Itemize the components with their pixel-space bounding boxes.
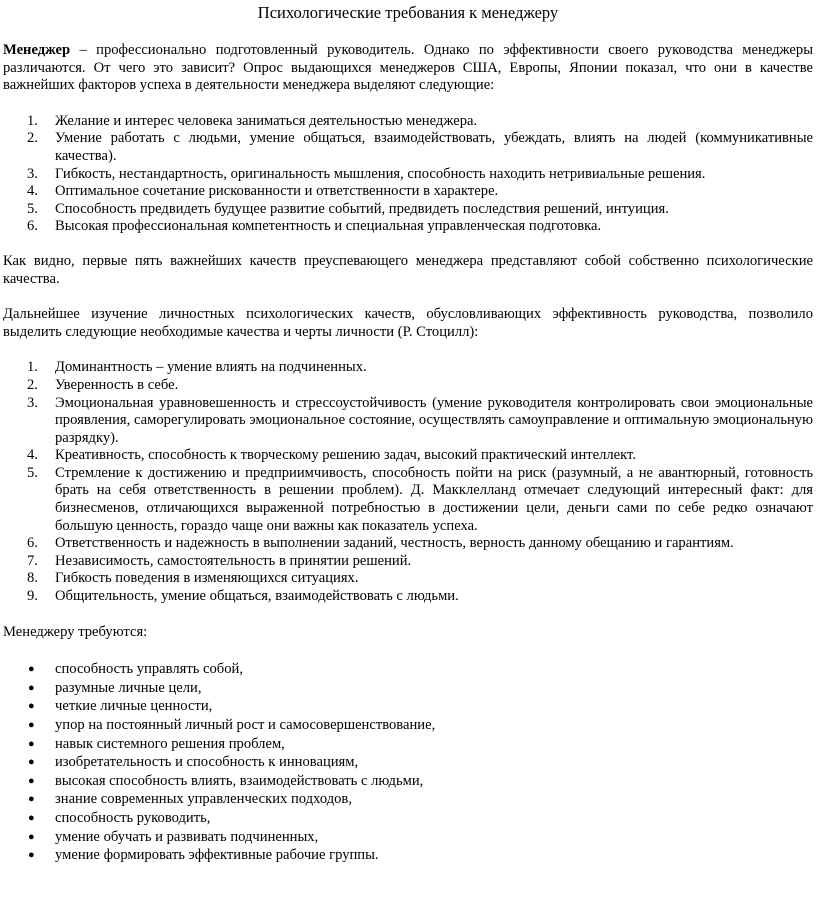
list-item-number: 1. [27,112,38,129]
requirement-text: умение формировать эффективные рабочие группы. [55,847,379,864]
list-item-number: 7. [27,552,38,569]
personal-qualities-list [3,359,813,605]
requirement-item [3,829,813,847]
list-item-number: 3. [27,394,38,411]
list-item-text: Способность предвидеть будущее развитие событий, предвидеть последствия решений, интуиция. [55,200,669,217]
list-item-text: Доминантность – умение влиять на подчиненных. [55,359,367,376]
list-item-text: Уверенность в себе. [55,376,179,393]
bullet-icon: ● [28,700,35,713]
list-item-number: 4. [27,447,38,464]
intro-text: – профессионально подготовленный руководитель. Однако по эффективности своего руководства менеджеры различаются. От чего это зависит? Опрос выдающихся менеджеров США, Европы, Японии показал, что они в качестве важнейших факторов успеха в деятельности менеджера выделяют следующие: [3,42,813,94]
bullet-icon: ● [28,849,35,862]
list-item-number: 1. [27,359,38,376]
bullet-icon: ● [28,737,35,750]
personal-quality-item [3,570,813,588]
personal-quality-item [3,465,813,535]
list-item-number: 2. [27,130,38,147]
list-item-number: 5. [27,464,38,481]
requirement-item [3,661,813,679]
list-item-number: 4. [27,183,38,200]
list-item-number: 9. [27,588,38,605]
list-item-text: Высокая профессиональная компетентность и специальная управленческая подготовка. [55,218,602,235]
bullet-icon: ● [28,774,35,787]
bullet-icon: ● [28,793,35,806]
list-item-text: Гибкость поведения в изменяющихся ситуациях. [55,570,359,587]
document-page [3,0,813,866]
list-item-text: Гибкость, нестандартность, оригинальность мышления, способность находить нетривиальные решения. [55,165,706,182]
requirement-item [3,698,813,716]
requirement-text: умение обучать и развивать подчиненных, [55,828,319,845]
requirement-text: изобретательность и способность к инновациям, [55,754,359,771]
list-item-text: Независимость, самостоятельность в принятии решений. [55,552,412,569]
requirement-item [3,847,813,865]
personal-quality-item [3,447,813,465]
requirement-text: разумные личные цели, [55,679,202,696]
success-factors-list [3,113,813,236]
list-item-text: Стремление к достижению и предприимчивость, способность пойти на риск (разумный, а не авантюрный, готовность брать на себя ответственность в решении проблем). Д. Макклелланд отмечает следующий интересный факт: для бизнесменов, отличающихся выраженной потребностью в достижении цели, деньги сами по себе редко означают большую ценность, гораздо чаще они важны как показатель успеха. [55,464,813,534]
success-factor-item [3,201,813,219]
requirement-item [3,773,813,791]
list-item-number: 8. [27,570,38,587]
page-title: Психологические требования к менеджеру [257,3,559,22]
success-factor-item [3,113,813,131]
personal-quality-item [3,359,813,377]
success-factor-item [3,218,813,236]
requirement-item [3,736,813,754]
requirement-text: способность руководить, [55,809,211,826]
paragraph-psychological: Как видно, первые пять важнейших качеств преуспевающего менеджера представляют собой собственно психологические качества. [3,252,813,287]
requirement-text: упор на постоянный личный рост и самосовершенствование, [55,717,436,733]
success-factor-item [3,130,813,165]
intro-term: Менеджер [3,42,71,58]
requirement-item [3,810,813,828]
requirement-text: четкие личные ценности, [55,698,213,715]
list-item-text: Общительность, умение общаться, взаимодействовать с людьми. [55,588,459,605]
intro-paragraph [3,42,813,95]
list-item-text: Оптимальное сочетание рискованности и ответственности в характере. [55,183,499,200]
bullet-icon: ● [28,663,35,676]
bullet-icon: ● [28,719,35,731]
list-item-text: Ответственность и надежность в выполнении заданий, честность, верность данному обещанию и гарантиям. [55,535,734,552]
list-item-number: 3. [27,165,38,182]
paragraph-stogdill: Дальнейшее изучение личностных психологических качеств, обусловливающих эффективность руководства, позволило выделить следующие необходимые качества и черты личности (Р. Стоцилл): [3,306,813,340]
bullet-icon: ● [28,811,35,824]
requirement-item [3,754,813,772]
requirement-item [3,791,813,809]
personal-quality-item [3,553,813,571]
personal-quality-item [3,588,813,606]
list-item-number: 5. [27,200,38,217]
list-item-number: 6. [27,218,38,235]
requirement-item [3,680,813,698]
paragraph-requirements: Менеджеру требуются: [3,623,148,640]
requirement-text: навык системного решения проблем, [55,735,285,752]
list-item-number: 2. [27,376,38,393]
requirement-text: знание современных управленческих подходов, [55,791,352,808]
requirement-text: способность управлять собой, [55,661,243,678]
requirement-text: высокая способность влиять, взаимодействовать с людьми, [55,772,424,789]
list-item-text: Эмоциональная уравновешенность и стрессоустойчивость (умение руководителя контролировать свои эмоциональные проявления, саморегулировать эмоциональное состояние, осуществлять самоуправление и оптимальную эмоциональную разрядку). [55,394,813,446]
list-item-text: Желание и интерес человека заниматься деятельностью менеджера. [55,112,478,129]
bullet-icon: ● [28,756,35,769]
bullet-icon: ● [28,681,35,694]
list-item-text: Умение работать с людьми, умение общаться, взаимодействовать, убеждать, влиять на людей (коммуникативные качества). [55,130,813,164]
personal-quality-item [3,395,813,448]
success-factor-item [3,166,813,184]
personal-quality-item [3,535,813,553]
requirement-item [3,717,813,735]
list-item-number: 6. [27,535,38,552]
personal-quality-item [3,377,813,395]
list-item-text: Креативность, способность к творческому решению задач, высокий практический интеллект. [55,447,636,464]
success-factor-item [3,183,813,201]
requirements-list [3,661,813,865]
bullet-icon: ● [28,830,35,843]
